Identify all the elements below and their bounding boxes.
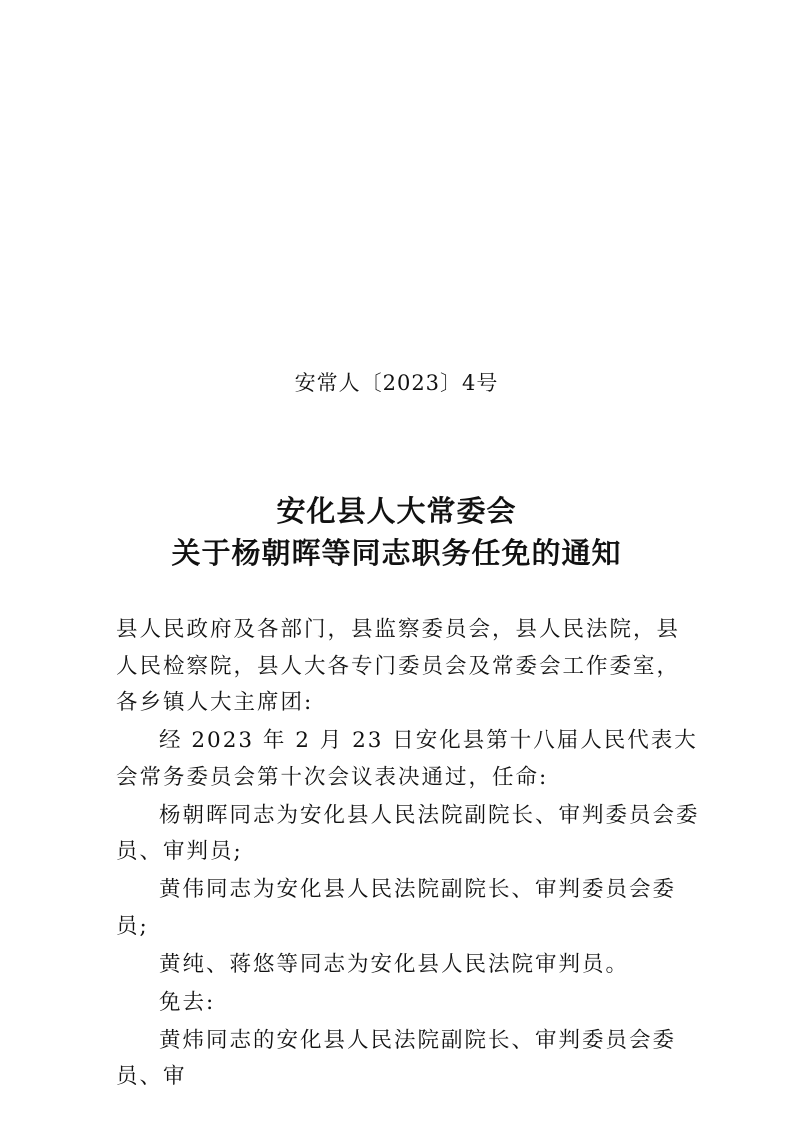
title-line-2: 关于杨朝晖等同志职务任免的通知 [171, 536, 622, 570]
removal-item: 黄炜同志的安化县人民法院副院长、审判委员会委员、审 [116, 1027, 677, 1089]
document-number: 安常人〔2023〕4号 [294, 371, 499, 395]
appointment-item: 黄纯、蒋悠等同志为安化县人民法院审判员。 [159, 951, 630, 977]
document-title [0, 490, 793, 574]
removal-heading: 免去: [159, 989, 216, 1015]
appointment-item: 黄伟同志为安化县人民法院副院长、审判委员会委员; [116, 877, 677, 939]
meeting-paragraph: 经 2023 年 2 月 23 日安化县第十八届人民代表大会常务委员会第十次会议表决通过，任命: [116, 728, 698, 790]
addressee-paragraph: 县人民政府及各部门，县监察委员会，县人民法院，县人民检察院，县人大各专门委员会及常委会工作委室，各乡镇人大主席团: [116, 617, 681, 715]
document-body [116, 612, 700, 1097]
title-line-1: 安化县人大常委会 [276, 494, 517, 528]
appointment-item: 杨朝晖同志为安化县人民法院副院长、审判委员会委员、审判员; [116, 802, 700, 864]
